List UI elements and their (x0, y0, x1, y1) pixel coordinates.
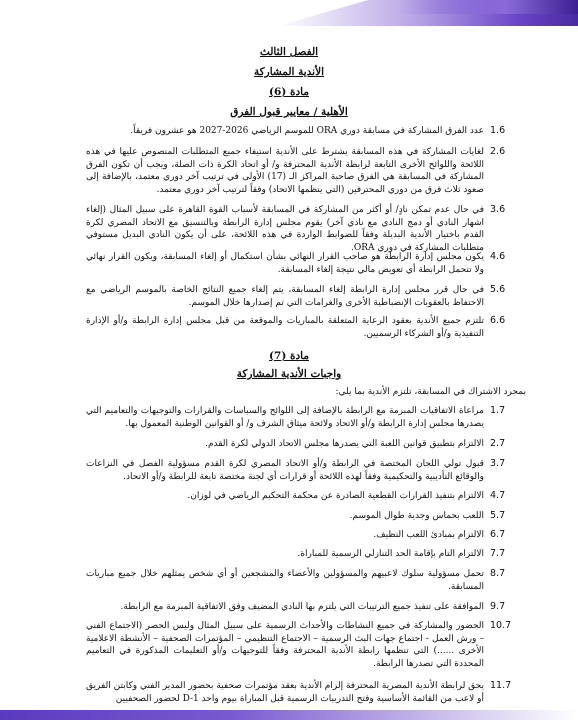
item-number: 5.7 (490, 510, 506, 521)
item-number: 10.7 (490, 620, 512, 631)
item-number: 3.7 (490, 458, 506, 469)
item-number: 4.7 (490, 490, 506, 501)
item-text: تحمل مسؤولية سلوك لاعبيهم والمسؤولين والأعضاء والمشجعين أو أي شخص يمثلهم خلال جميع مباريات المسابقة. (86, 569, 484, 592)
item-text: قبول تولي اللجان المختصة في الرابطة و/أو الاتحاد المصري لكرة القدم مسؤولية الفصل في النزاعات والوقائع التأديبية والتحكيمية وفقاً لهذه اللائحة أو قرارات أي لجنة مختصة تابعة للرابطة و/أو الاتحاد. (86, 459, 484, 482)
article-7-intro: بمجرد الاشتراك في المسابقة، تلتزم الأندية بما يلي: (335, 387, 526, 397)
chapter-title: الفصل الثالث (259, 46, 319, 58)
item-number: 8.7 (490, 568, 506, 579)
item-text: مراعاة الاتفاقيات المبرمة مع الرابطة بالإضافة إلى اللوائح والسياسات والقرارات والتوجيهات والتعاميم التي يصدرها مجلس إدارة الرابطة و/أو الاتحاد ولائحة ميثاق الشرف و/ أو القوانين الوطنية المعمول بها. (86, 406, 484, 429)
item-number: 7.7 (490, 548, 506, 559)
item-number: 1.7 (490, 405, 506, 416)
item-text: عدد الفرق المشاركة في مسابقة دوري ORA للموسم الرياضي 2026-2027 هو عشرون فريقاً. (130, 126, 484, 136)
item-text: الحضور والمشاركة في جميع النشاطات والأحداث الرسمية على سبيل المثال وليس الحصر (الاجتماع الفني – ورش العمل - اجتماع جهات البث الرسمية – الاجتماع التنظيمي – المؤتمرات الصحفية – الأنشطة الاعلامية الأخرى ......) التي تنظمها رابطة الأندية المحترفة وفقاً للتوجيهات و/أو التعليمات المذكورة في التعاميم المحددة التي تصدرها الرابطة. (86, 621, 484, 669)
chapter-subtitle: الأندية المشاركة (254, 66, 324, 78)
article-6-heading: الأهلية / معايير قبول الفرق (230, 106, 348, 118)
item-text: في حال قرر مجلس إدارة الرابطة إلغاء المسابقة، يتم إلغاء جميع النتائج الخاصة بالموسم الرياضي مع الاحتفاظ بالعقوبات الإنضباطية الأخرى والغرامات التي تم إصدارها خلال الموسم. (86, 285, 484, 308)
item-text: اللعب بحماس وجدية طوال الموسم. (349, 511, 484, 521)
item-text: يحق لرابطة الأندية المصرية المحترفة إلزام الأندية بعقد مؤتمرات صحفية بحضور المدير الفني وكابتن الفريق أو لاعب من القائمة الأساسية وفتح التدريبات الرسمية قبل المباراة بيوم واحد D-1 لحضور الصحفيين (86, 681, 484, 704)
item-text: لغايات المشاركة في هذه المسابقة يشترط على الأندية استيفاء جميع المتطلبات المنصوص عليها في هذه اللائحة واللوائح الأخرى التابعة لرابطة الأندية المحترفة و/ أو اتحاد الكرة ذات الصلة، ويجب أن تكون الفرق المشاركة في المسابقة هي الفرق صاحبة المراكز الـ (17) الأولى في ترتيب آخر دوري معتمد، بالإضافة إلى صعود ثلاث فرق من دوري المحترفين (التي ينظمها الاتحاد) وفقاً لترتيب آخر دوري معتمد. (86, 147, 484, 195)
item-number: 11.7 (490, 680, 512, 691)
decorative-bottom-band (0, 710, 578, 720)
item-text: الالتزام بتطبيق قوانين اللعبة التي يصدرها مجلس الاتحاد الدولي لكرة القدم. (205, 439, 484, 449)
item-number: 2.7 (490, 438, 506, 449)
article-7-title: مادة (7) (269, 350, 309, 362)
decorative-top-band-accent (398, 0, 578, 14)
item-number: 2.6 (490, 146, 506, 157)
article-7-heading: واجبات الأندية المشاركة (236, 368, 342, 380)
article-6-title: مادة (6) (269, 86, 309, 98)
item-number: 9.7 (490, 601, 506, 612)
item-text: الالتزام التام بإقامة الحد التنازلي الرسمية للمباراة. (297, 549, 484, 559)
item-number: 6.6 (490, 315, 506, 326)
item-text: في حال عدم تمكن نادٍ/ أو أكثر من المشاركة في المسابقة لأسباب القوة القاهرة على سبيل المثال (إلغاء اشهار النادي أو دمج النادي مع نادي آخر) يقوم مجلس إدارة الرابطة وبالتنسيق مع الاتحاد المصري لكرة القدم باختيار الأندية البديلة وفقاً للضوابط الواردة في هذه اللائحة، على أن يكون النادي البديل مستوفي متطلبات المشاركة في دوري ORA. (86, 205, 484, 253)
item-text: تلتزم جميع الأندية بعقود الرعاية المتعلقة بالمباريات والموقعة من قبل مجلس إدارة الرابطة و/أو الإدارة التنفيذية و/أو الشركاء الرسميين. (86, 316, 484, 339)
item-number: 5.6 (490, 284, 506, 295)
item-text: يكون مجلس إدارة الرابطة هو صاحب القرار النهائي بشأن استكمال أو إلغاء المسابقة، ويكون القرار نهائي ولا تتحمل الرابطة أي تعويض مالي نتيجة إلغاء المسابقة. (86, 252, 484, 275)
item-text: الالتزام بتنفيذ القرارات القطعية الصادرة عن محكمة التحكيم الرياضي في لوزان. (187, 491, 484, 501)
item-number: 1.6 (490, 125, 506, 136)
item-number: 3.6 (490, 204, 506, 215)
item-text: الالتزام بمبادئ اللعب النظيف. (373, 530, 484, 540)
item-number: 4.6 (490, 251, 506, 262)
item-number: 6.7 (490, 529, 506, 540)
item-text: الموافقة على تنفيذ جميع الترتيبات التي يلتزم بها النادي المضيف وفق الاتفاقية المبرمة مع الرابطة. (120, 602, 484, 612)
